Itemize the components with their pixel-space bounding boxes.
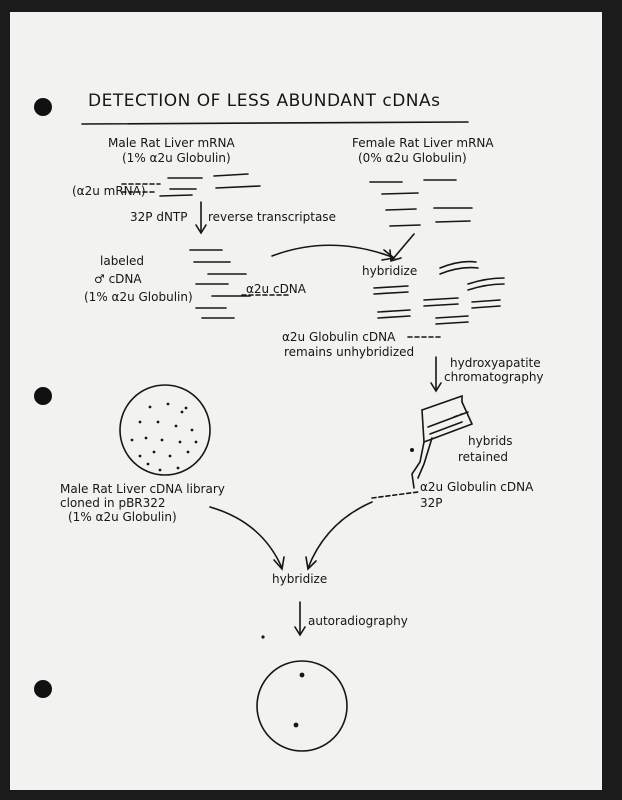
colony-dot xyxy=(139,455,142,458)
female-mrna-label: Female Rat Liver mRNA xyxy=(352,136,494,150)
colony-dot xyxy=(175,425,178,428)
probe-line2: 32P xyxy=(420,496,443,510)
male-mrna-label: Male Rat Liver mRNA xyxy=(108,136,235,150)
colony-dot xyxy=(161,439,164,442)
colony-dot xyxy=(153,451,156,454)
labeled-cdna-line3: (1% α2u Globulin) xyxy=(84,290,193,304)
probe-strand xyxy=(372,492,418,498)
male-mrna-percent: (1% α2u Globulin) xyxy=(122,151,231,165)
arrow-to-hybridize xyxy=(272,245,394,260)
step-reverse-transcriptase: reverse transcriptase xyxy=(208,210,336,224)
arrow-autoradiography xyxy=(295,602,305,635)
hydroxyapatite-column xyxy=(410,396,472,488)
chromatography-line1: hydroxyapatite xyxy=(450,356,541,370)
alpha-cdna-label: α2u cDNA xyxy=(246,282,306,296)
female-mrna-percent: (0% α2u Globulin) xyxy=(358,151,467,165)
page-title: DETECTION OF LESS ABUNDANT cDNAs xyxy=(88,91,441,111)
colony-dot xyxy=(179,441,182,444)
colony-dot xyxy=(147,463,150,466)
autoradiograph-film xyxy=(257,661,347,751)
diagram-drawing xyxy=(10,12,602,790)
labeled-cdna-line2: ♂ cDNA xyxy=(94,272,142,286)
colony-dot xyxy=(177,467,180,470)
colony-dot xyxy=(185,407,188,410)
hybridize-label-1: hybridize xyxy=(362,264,418,278)
colony-dot xyxy=(167,403,170,406)
hybridize-label-2: hybridize xyxy=(272,572,328,586)
colony-dot xyxy=(131,439,134,442)
unhybridized-line1: α2u Globulin cDNA xyxy=(282,330,396,344)
hybrids-retained-line1: hybrids xyxy=(468,434,513,448)
arrow-female-to-hybridize xyxy=(390,234,414,261)
library-line1: Male Rat Liver cDNA library xyxy=(60,482,225,496)
arrows-converge xyxy=(210,502,372,569)
colony-dot xyxy=(145,437,148,440)
paper-sheet xyxy=(10,12,602,790)
arrow-reverse-transcriptase xyxy=(196,202,206,233)
library-line3: (1% α2u Globulin) xyxy=(68,510,177,524)
female-mrna-strands xyxy=(370,180,472,226)
probe-line1: α2u Globulin cDNA xyxy=(420,480,534,494)
colony-dot xyxy=(181,411,184,414)
colony-dot xyxy=(139,421,142,424)
hybrids-retained-line2: retained xyxy=(458,450,509,464)
chromatography-line2: chromatography xyxy=(444,370,544,384)
unhybridized-line2: remains unhybridized xyxy=(284,345,415,359)
colony-dot xyxy=(195,441,198,444)
arrow-chromatography xyxy=(431,357,441,391)
reagent-label: 32P dNTP xyxy=(130,210,188,224)
library-colonies xyxy=(131,403,198,472)
labeled-cdna-line1: labeled xyxy=(100,254,145,268)
colony-dot xyxy=(149,406,152,409)
colony-dot xyxy=(191,429,194,432)
step-autoradiography: autoradiography xyxy=(308,614,408,628)
colony-dot xyxy=(157,421,160,424)
colony-dot xyxy=(169,455,172,458)
colony-dot xyxy=(159,469,162,472)
library-plate xyxy=(120,385,210,475)
library-line2: cloned in pBR322 xyxy=(60,496,166,510)
colony-dot xyxy=(187,451,190,454)
alpha-mrna-label: (α2u mRNA) xyxy=(72,184,146,198)
title-underline xyxy=(82,122,468,124)
